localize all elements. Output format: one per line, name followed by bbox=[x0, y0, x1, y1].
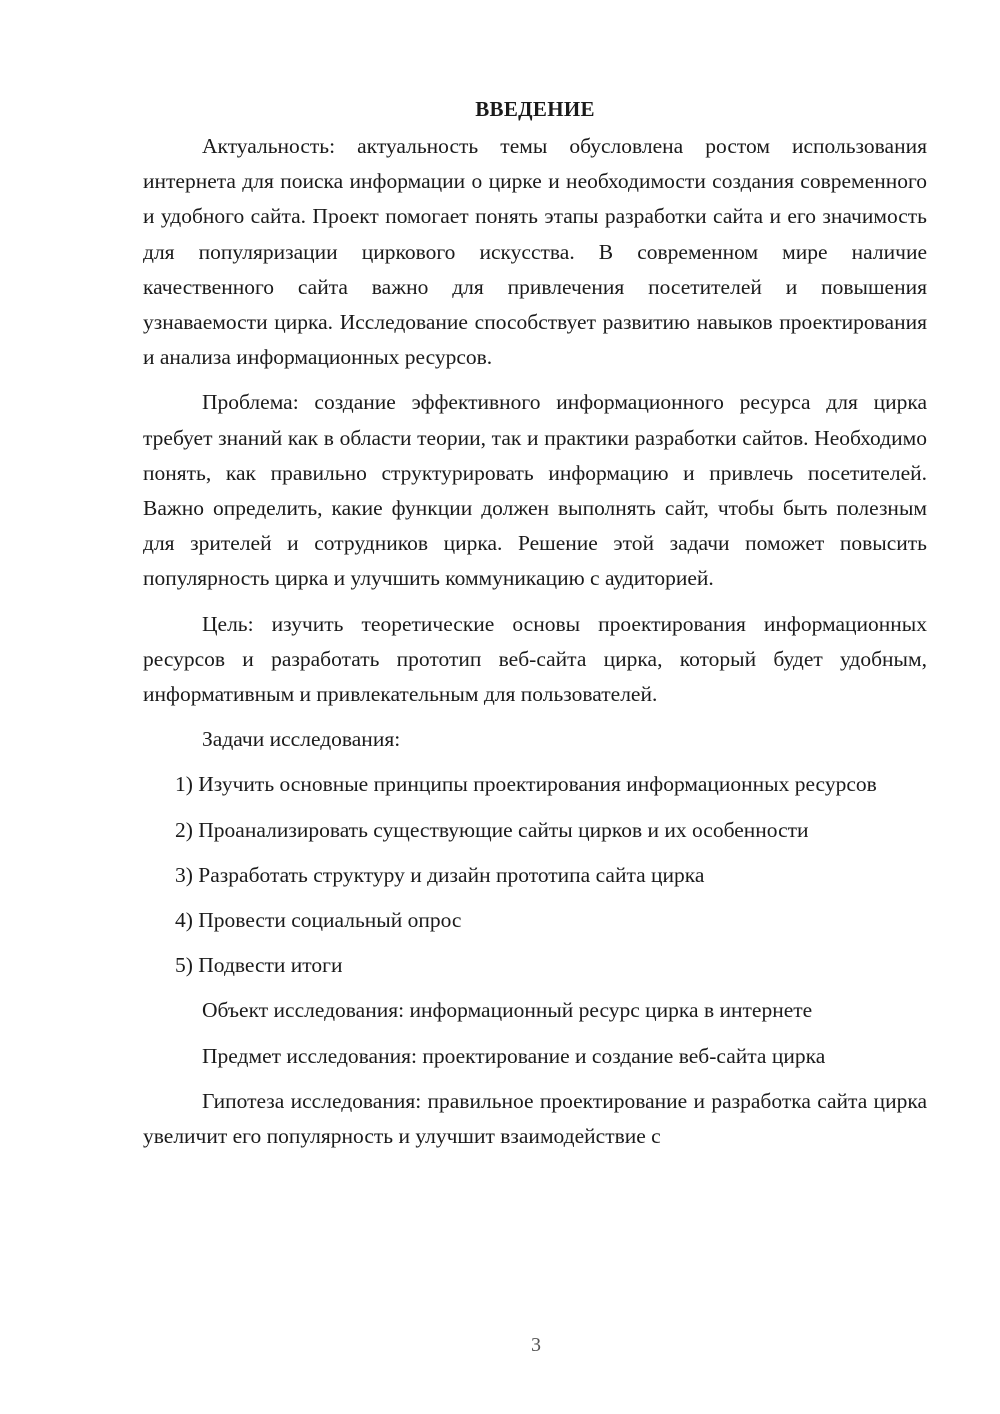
paragraph-actuality: Актуальность: актуальность темы обусловлена ростом использования интернета для поиска информации о цирке и необходимости создания современного и удобного сайта. Проект помогает понять этапы разработки сайта и его значимость для популяризации циркового искусства. В современном мире наличие качественного сайта важно для привлечения посетителей и повышения узнаваемости цирка. Исследование способствует развитию навыков проектирования и анализа информационных ресурсов. bbox=[143, 134, 927, 370]
paragraph-object: Объект исследования: информационный ресурс цирка в интернете bbox=[202, 998, 813, 1023]
document-page bbox=[143, 92, 927, 1154]
task-item-3: 3) Разработать структуру и дизайн прототипа сайта цирка bbox=[175, 862, 705, 887]
task-item-2: 2) Проанализировать существующие сайты цирков и их особенности bbox=[175, 817, 809, 842]
page-number: 3 bbox=[531, 1334, 541, 1356]
paragraph-subject: Предмет исследования: проектирование и создание веб-сайта цирка bbox=[202, 1043, 826, 1068]
task-item-1: 1) Изучить основные принципы проектирования информационных ресурсов bbox=[175, 772, 877, 797]
task-item-4: 4) Провести социальный опрос bbox=[175, 908, 462, 933]
paragraph-hypothesis: Гипотеза исследования: правильное проектирование и разработка сайта цирка увеличит его популярность и улучшит взаимодействие с bbox=[143, 1088, 927, 1149]
paragraph-goal: Цель: изучить теоретические основы проектирования информационных ресурсов и разработать прототип веб-сайта цирка, который будет удобным, информативным и привлекательным для пользователей. bbox=[143, 611, 927, 707]
paragraph-problem: Проблема: создание эффективного информационного ресурса для цирка требует знаний как в области теории, так и практики разработки сайтов. Необходимо понять, как правильно структурировать информацию и привлечь посетителей. Важно определить, какие функции должен выполнять сайт, чтобы быть полезным для зрителей и сотрудников цирка. Решение этой задачи поможет повысить популярность цирка и улучшить коммуникацию с аудиторией. bbox=[143, 390, 927, 591]
page-title: ВВЕДЕНИЕ bbox=[475, 97, 595, 121]
task-item-5: 5) Подвести итоги bbox=[175, 953, 343, 978]
tasks-heading: Задачи исследования: bbox=[202, 727, 401, 752]
